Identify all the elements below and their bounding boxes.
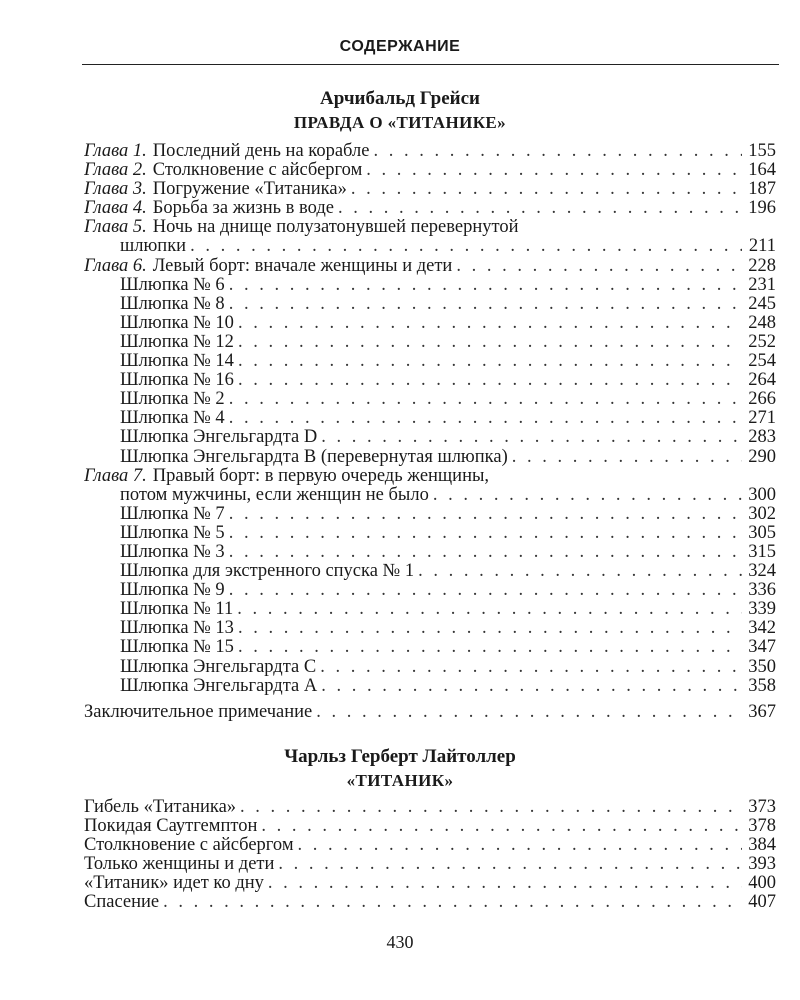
toc-entry	[84, 855, 776, 874]
leader-dots	[261, 817, 742, 836]
leader-dots	[373, 142, 742, 161]
page-ref: 350	[748, 657, 776, 677]
page-ref: 245	[748, 294, 776, 314]
leader-dots	[418, 562, 742, 581]
toc-subentry	[84, 390, 776, 409]
toc-subentry	[84, 314, 776, 333]
entry-title: Ночь на днище полузатонувшей перевернутой	[152, 218, 519, 238]
toc-entry	[84, 161, 776, 180]
chapter-label: Глава 2.	[84, 161, 147, 181]
entry-title: Шлюпка № 15	[120, 638, 234, 658]
leader-dots	[433, 486, 742, 505]
page-ref: 393	[748, 855, 776, 875]
entry-title: Шлюпка Энгельгардта D	[120, 428, 318, 448]
toc-subentry	[84, 581, 776, 600]
page-ref: 266	[748, 390, 776, 410]
page-number: 430	[386, 932, 414, 952]
entry-title: Шлюпка № 14	[120, 352, 234, 372]
entry-title: Шлюпка Энгельгардта C	[120, 657, 317, 677]
toc-subentry	[84, 658, 776, 677]
entry-title: Шлюпка № 13	[120, 619, 234, 639]
section1-title: ПРАВДА О «ТИТАНИКЕ»	[293, 113, 507, 132]
leader-dots	[229, 409, 742, 428]
entry-title-continuation: шлюпки	[120, 237, 187, 257]
leader-dots	[238, 638, 742, 657]
entry-title: Гибель «Титаника»	[84, 798, 237, 817]
entry-title: Шлюпка № 8	[120, 294, 225, 314]
page-ref: 358	[748, 676, 776, 696]
toc-subentry	[84, 276, 776, 295]
entry-title: Шлюпка № 16	[120, 371, 234, 391]
toc-subentry	[84, 543, 776, 562]
leader-dots	[229, 295, 742, 314]
page-ref: 252	[748, 332, 776, 352]
leader-dots	[238, 352, 742, 371]
entry-title: Последний день на корабле	[152, 142, 370, 161]
section2-toc	[84, 798, 776, 913]
leader-dots	[229, 543, 742, 562]
leader-dots	[456, 257, 742, 276]
entry-title: Шлюпка Энгельгардта B (перевернутая шлюпка)	[120, 447, 508, 467]
page-header: СОДЕРЖАНИЕ	[339, 38, 461, 55]
leader-dots	[229, 390, 742, 409]
page-ref: 164	[748, 161, 776, 181]
toc-subentry	[84, 428, 776, 447]
page-ref: 302	[748, 504, 776, 524]
toc-entry	[84, 199, 776, 218]
section1-toc	[84, 142, 776, 722]
leader-dots	[298, 836, 742, 855]
chapter-label: Глава 4.	[84, 199, 147, 219]
toc-subentry	[84, 562, 776, 581]
page-ref: 300	[748, 485, 776, 505]
toc-entry	[84, 798, 776, 817]
leader-dots	[190, 237, 742, 256]
leader-dots	[229, 505, 742, 524]
entry-title: Покидая Саутгемптон	[84, 817, 258, 837]
page-ref: 400	[748, 874, 776, 894]
page-ref: 378	[748, 817, 776, 837]
toc-entry	[84, 703, 776, 722]
toc-subentry	[84, 333, 776, 352]
entry-title: Шлюпка № 9	[120, 581, 225, 601]
page-ref: 187	[748, 180, 776, 200]
chapter-label: Глава 7.	[84, 466, 147, 486]
entry-title: Шлюпка № 2	[120, 390, 225, 410]
entry-title: Правый борт: в первую очередь женщины,	[152, 466, 490, 486]
entry-title: Левый борт: вначале женщины и дети	[152, 256, 453, 276]
page-ref: 228	[748, 256, 776, 276]
leader-dots	[240, 798, 742, 817]
section2-author: Чарльз Герберт Лайтоллер	[284, 746, 516, 767]
leader-dots	[351, 180, 742, 199]
entry-title: Шлюпка № 12	[120, 332, 234, 352]
entry-title: Шлюпка Энгельгардта A	[120, 676, 318, 696]
entry-title: Заключительное примечание	[84, 702, 313, 722]
leader-dots	[229, 276, 742, 295]
page-ref: 324	[748, 562, 776, 582]
toc-subentry	[84, 524, 776, 543]
leader-dots	[229, 524, 742, 543]
page-ref: 264	[748, 371, 776, 391]
entry-title: Шлюпка № 10	[120, 313, 234, 333]
toc-subentry	[84, 638, 776, 657]
page-ref: 384	[748, 836, 776, 856]
entry-title: Только женщины и дети	[84, 855, 275, 875]
toc-subentry	[84, 619, 776, 638]
leader-dots	[366, 161, 742, 180]
chapter-label: Глава 5.	[84, 218, 147, 238]
page-ref: 339	[748, 600, 776, 620]
toc-entry	[84, 836, 776, 855]
leader-dots	[238, 314, 742, 333]
leader-dots	[238, 619, 742, 638]
section2-title: «ТИТАНИК»	[346, 771, 454, 790]
leader-dots	[238, 333, 742, 352]
entry-title: Борьба за жизнь в воде	[152, 199, 334, 219]
toc-subentry	[84, 295, 776, 314]
toc-subentry	[84, 677, 776, 696]
entry-title: Шлюпка № 4	[120, 409, 225, 429]
leader-dots	[229, 581, 742, 600]
page-ref: 231	[748, 275, 776, 295]
leader-dots	[268, 874, 742, 893]
page-ref: 407	[748, 893, 776, 913]
leader-dots	[316, 703, 742, 722]
toc-entry-continuation	[84, 237, 776, 256]
entry-title: Шлюпка № 5	[120, 523, 225, 543]
toc-entry	[84, 218, 776, 237]
page-ref: 283	[748, 428, 776, 448]
page-ref: 347	[748, 638, 776, 658]
page-ref: 336	[748, 581, 776, 601]
toc-entry	[84, 180, 776, 199]
toc-subentry	[84, 600, 776, 619]
page-ref: 305	[748, 523, 776, 543]
page-ref: 211	[748, 237, 776, 257]
leader-dots	[321, 428, 742, 447]
entry-title: Погружение «Титаника»	[152, 180, 347, 200]
entry-title: Спасение	[84, 893, 160, 913]
section1-author: Арчибальд Грейси	[320, 88, 480, 109]
entry-title: Шлюпка № 11	[120, 600, 234, 620]
entry-title: Столкновение с айсбергом	[152, 161, 363, 181]
toc-entry	[84, 817, 776, 836]
chapter-label: Глава 3.	[84, 180, 147, 200]
toc-subentry	[84, 352, 776, 371]
toc-entry	[84, 467, 776, 486]
toc-entry-continuation	[84, 486, 776, 505]
leader-dots	[338, 199, 742, 218]
toc-entry	[84, 142, 776, 161]
toc-subentry	[84, 409, 776, 428]
toc-entry	[84, 893, 776, 912]
entry-title: Шлюпка № 6	[120, 275, 225, 295]
toc-subentry	[84, 505, 776, 524]
entry-title: Шлюпка № 7	[120, 504, 225, 524]
entry-title: «Титаник» идет ко дну	[84, 874, 264, 894]
leader-dots	[278, 855, 742, 874]
leader-dots	[512, 448, 742, 467]
page-ref: 315	[748, 542, 776, 562]
page-ref: 248	[748, 313, 776, 333]
chapter-label: Глава 6.	[84, 256, 147, 276]
page-ref: 373	[748, 798, 776, 817]
leader-dots	[238, 371, 742, 390]
page-ref: 367	[748, 702, 776, 722]
toc-subentry	[84, 448, 776, 467]
entry-title-continuation: потом мужчины, если женщин не было	[120, 485, 429, 505]
chapter-label: Глава 1.	[84, 142, 147, 161]
toc-entry	[84, 257, 776, 276]
leader-dots	[321, 677, 742, 696]
toc-subentry	[84, 371, 776, 390]
leader-dots	[237, 600, 742, 619]
page-ref: 342	[748, 619, 776, 639]
entry-title: Шлюпка для экстренного спуска № 1	[120, 562, 415, 582]
page-ref: 254	[748, 352, 776, 372]
entry-title: Шлюпка № 3	[120, 542, 225, 562]
toc-entry	[84, 874, 776, 893]
page-ref: 271	[748, 409, 776, 429]
leader-dots	[163, 893, 742, 912]
page-ref: 155	[748, 142, 776, 161]
entry-title: Столкновение с айсбергом	[84, 836, 294, 856]
page-ref: 290	[748, 447, 776, 467]
page-ref: 196	[748, 199, 776, 219]
leader-dots	[320, 658, 742, 677]
header-rule	[82, 64, 779, 65]
